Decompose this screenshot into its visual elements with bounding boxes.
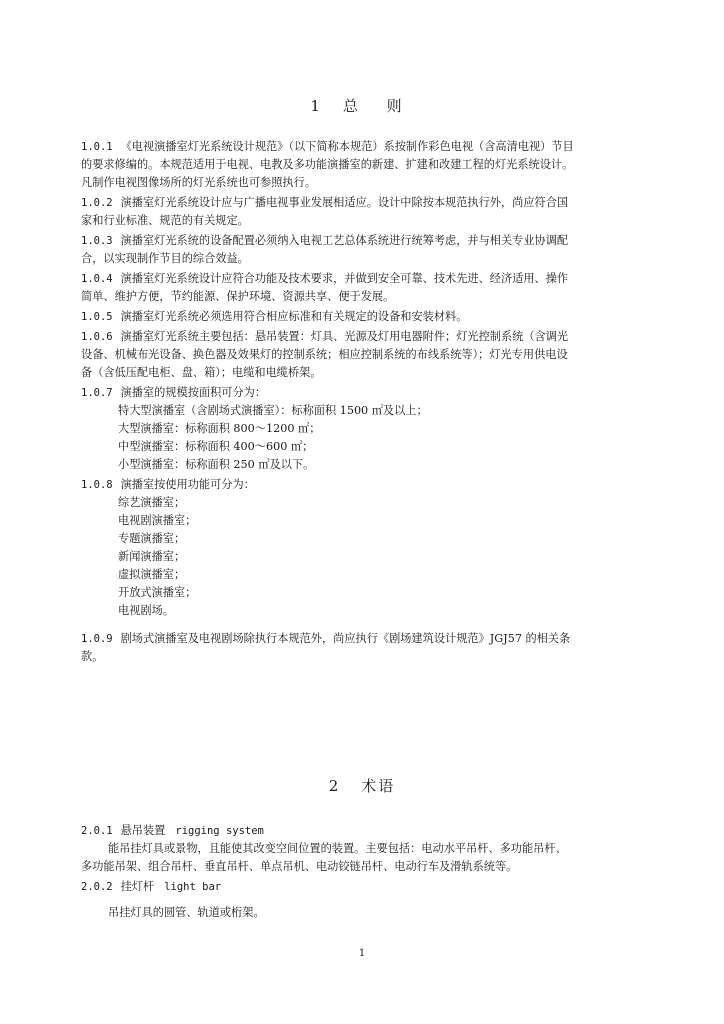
chapter-2-number: 2 — [328, 777, 340, 795]
clause-1-0-7-line-1: 1.0.7 演播室的规模按面积可分为： — [81, 386, 267, 399]
clause-1-0-3-line-1: 1.0.3 演播室灯光系统的设备配置必须纳入电视工艺总体系统进行统筹考虑，并与相关专业协调配 — [81, 234, 569, 247]
clause-1-0-1-line-3: 凡制作电视图像场所的灯光系统也可参照执行。 — [81, 176, 316, 189]
term-2-0-2-heading: 2.0.2 挂灯杆 light bar — [81, 880, 222, 893]
clause-1-0-9-line-2: 款。 — [81, 650, 104, 663]
function-category-7: 电视剧场。 — [118, 604, 174, 617]
clause-1-0-6-line-3: 备（含低压配电柜、盘、箱）；电缆和电缆桥架。 — [81, 366, 322, 379]
size-category-4: 小型演播室：标称面积 250 ㎡及以下。 — [118, 458, 315, 471]
function-category-3: 专题演播室； — [118, 532, 186, 545]
function-category-5: 虚拟演播室； — [118, 568, 186, 581]
clause-1-0-6-line-2: 设备、机械布光设备、换色器及效果灯的控制系统；相应控制系统的布线系统等）；灯光专用供电设 — [81, 348, 568, 361]
clause-1-0-8-line-1: 1.0.8 演播室按使用功能可分为： — [81, 478, 255, 491]
term-2-0-2-def-line-1: 吊挂灯具的圆管、轨道或桁架。 — [108, 906, 265, 919]
function-category-1: 综艺演播室； — [118, 496, 186, 509]
clause-1-0-2-line-2: 家和行业标准、规范的有关规定。 — [81, 214, 249, 227]
chapter-2-heading — [0, 775, 724, 796]
function-category-4: 新闻演播室； — [118, 550, 186, 563]
size-category-3: 中型演播室：标称面积 400～600 ㎡； — [118, 440, 314, 453]
clause-1-0-9-line-1: 1.0.9 剧场式演播室及电视剧场除执行本规范外，尚应执行《剧场建筑设计规范》JGJ57 的相关条 — [81, 632, 571, 645]
chapter-2-title: 术语 — [361, 777, 396, 795]
clause-1-0-5-line-1: 1.0.5 演播室灯光系统必须选用符合相应标准和有关规定的设备和安装材料。 — [81, 310, 468, 323]
clause-1-0-1-line-2: 的要求修编的。本规范适用于电视、电教及多功能演播室的新建、扩建和改建工程的灯光系统设计。 — [81, 158, 574, 171]
clause-1-0-1-line-1: 1.0.1 《电视演播室灯光系统设计规范》（以下简称本规范）系按制作彩色电视（含高清电视）节目 — [81, 140, 574, 153]
chapter-1-number: 1 — [310, 97, 321, 115]
function-category-6: 开放式演播室； — [118, 586, 197, 599]
clause-1-0-3-line-2: 合，以实现制作节目的综合效益。 — [81, 252, 249, 265]
clause-1-0-4-line-1: 1.0.4 演播室灯光系统设计应符合功能及技术要求，并做到安全可靠、技术先进、经济适用、操作 — [81, 272, 569, 285]
chapter-1-title: 总 则 — [342, 97, 414, 115]
term-2-0-1-def-line-2: 多功能吊架、组合吊杆、垂直吊杆、单点吊机、电动铰链吊杆、电动行车及滑轨系统等。 — [81, 860, 518, 873]
clause-1-0-6-line-1: 1.0.6 演播室灯光系统主要包括：悬吊装置：灯具、光源及灯用电器附件；灯光控制系统（含调光 — [81, 330, 569, 343]
term-2-0-1-heading: 2.0.1 悬吊装置 rigging system — [81, 824, 264, 837]
size-category-1: 特大型演播室（含剧场式演播室）：标称面积 1500 ㎡及以上； — [118, 404, 428, 417]
size-category-2: 大型演播室：标称面积 800～1200 ㎡； — [118, 422, 321, 435]
page-number: 1 — [358, 948, 366, 959]
chapter-1-heading — [0, 95, 724, 116]
term-2-0-1-def-line-1: 能吊挂灯具或景物，且能使其改变空间位置的装置。主要包括：电动水平吊杆、多功能吊杆、 — [108, 842, 567, 855]
clause-1-0-4-line-2: 简单、维护方便，节约能源、保护环境、资源共享、便于发展。 — [81, 290, 395, 303]
clause-1-0-2-line-1: 1.0.2 演播室灯光系统设计应与广播电视事业发展相适应。设计中除按本规范执行外，尚应符合国 — [81, 196, 569, 209]
function-category-2: 电视剧演播室； — [118, 514, 197, 527]
